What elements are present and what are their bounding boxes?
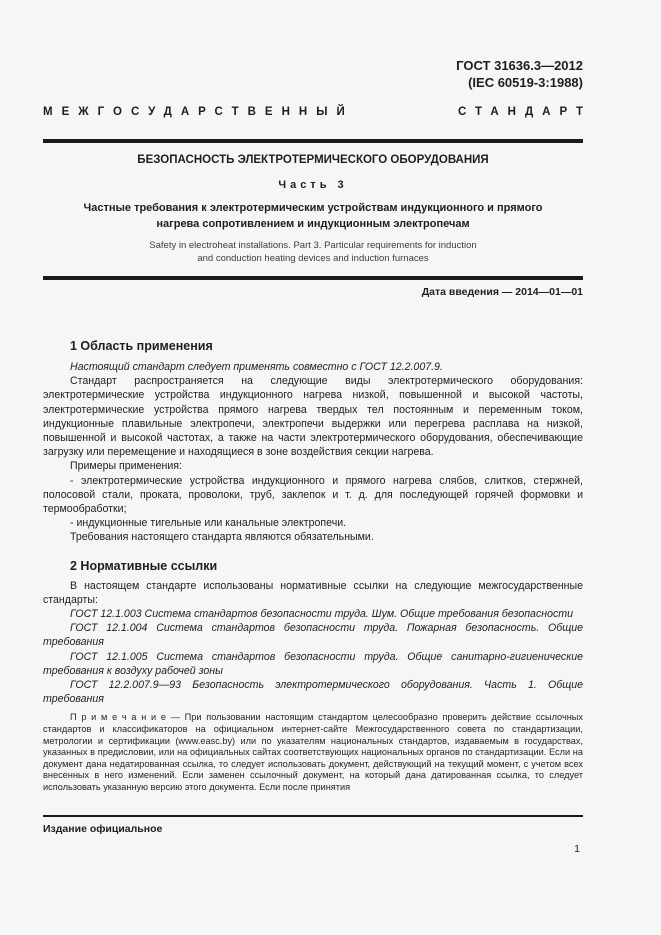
document-title: БЕЗОПАСНОСТЬ ЭЛЕКТРОТЕРМИЧЕСКОГО ОБОРУДОВАНИЯ — [137, 154, 489, 166]
reference-item: ГОСТ 12.1.004 Система стандартов безопасности труда. Пожарная безопасность. Общие требования — [43, 622, 583, 649]
page-footer — [0, 812, 661, 935]
page-content — [43, 0, 592, 794]
scope-paragraph: Требования настоящего стандарта являются обязательными. — [70, 531, 374, 544]
references-note: П р и м е ч а н и е — При пользовании настоящим стандартом целесообразно проверить действие ссылочных стандартов и классификаторов на официальном интернет-сайте Межгосударственного совета по стандартизации, метрологии и сертификации (www.easc.by) или по указателям национальных стандартов, издаваемым в государствах, указанных в предисловии, или на официальных сайтах соответствующих национальных органов по стандартизации. Если на документ дана недатированная ссылка, то следует использовать документ, действующий на текущий момент, с учетом всех внесенных в него изменений. Если заменен ссылочный документ, на который дана датированная ссылка, то следует использовать указанную версию этого документа. Если после принятия — [43, 712, 583, 793]
scope-paragraph: Стандарт распространяется на следующие виды электротермического оборудования: электротермические устройства индукционного нагрева низкой, повышенной и высокой частоты, электротермические устройства прямого нагрева твердых тел постоянным и переменным током, индукционные плавильные электропечи, электропечи выдержки или перегрева расплава на низкой, повышенной и высокой частотах, а также на части электротермического оборудования, обеспечивающие загрузку или перемещение и находящиеся в зоне воздействия секции нагрева. — [43, 375, 583, 459]
standard-type-word1: МЕЖГОСУДАРСТВЕННЫЙ — [43, 106, 354, 118]
header-rule — [43, 139, 583, 143]
edition-label: Издание официальное — [43, 823, 163, 835]
subtitle-en-line2: and conduction heating devices and induction furnaces — [197, 252, 429, 264]
standard-type-row — [43, 106, 592, 118]
subtitle-en — [43, 240, 583, 265]
references-intro: В настоящем стандарте использованы нормативные ссылки на следующие межгосударственные стандарты: — [43, 579, 583, 606]
section-2-heading: 2 Нормативные ссылки — [70, 558, 218, 573]
part-label: Часть 3 — [278, 179, 348, 191]
footer-rule — [43, 815, 583, 817]
standard-type-word2: СТАНДАРТ — [458, 106, 592, 118]
scope-paragraph: Настоящий стандарт следует применять совместно с ГОСТ 12.2.007.9. — [70, 361, 443, 373]
effective-date: Дата введения — 2014—01—01 — [421, 286, 583, 298]
reference-item: ГОСТ 12.1.005 Система стандартов безопасности труда. Общие санитарно-гигиенические требования к воздуху рабочей зоны — [43, 650, 583, 677]
doc-number-block — [43, 0, 583, 91]
scope-list-item: - электротермические устройства индукционного и прямого нагрева слябов, слитков, стержней, полосовой стали, проката, проволоки, труб, заклепок и т. д. для последующей горячей формовки и термообработки; — [43, 474, 583, 516]
subtitle-en-line1: Safety in electroheat installations. Part 3. Particular requirements for induction — [149, 240, 477, 251]
subtitle-ru: Частные требования к электротермическим устройствам индукционного и прямого нагрева сопротивлением и индукционным электропечам — [83, 202, 543, 230]
section-1-heading: 1 Область применения — [70, 339, 213, 353]
title-rule — [43, 276, 583, 280]
reference-item: ГОСТ 12.1.003 Система стандартов безопасности труда. Шум. Общие требования безопасности — [70, 608, 573, 621]
scope-paragraph: Примеры применения: — [70, 460, 182, 473]
doc-number: ГОСТ 31636.3—2012 — [456, 58, 583, 73]
scope-list-item: - индукционные тигельные или канальные электропечи. — [70, 517, 347, 530]
iec-reference: (IEC 60519-3:1988) — [468, 75, 583, 90]
reference-item: ГОСТ 12.2.007.9—93 Безопасность электротермического оборудования. Часть 1. Общие требования — [43, 679, 583, 706]
page-number: 1 — [574, 843, 580, 855]
